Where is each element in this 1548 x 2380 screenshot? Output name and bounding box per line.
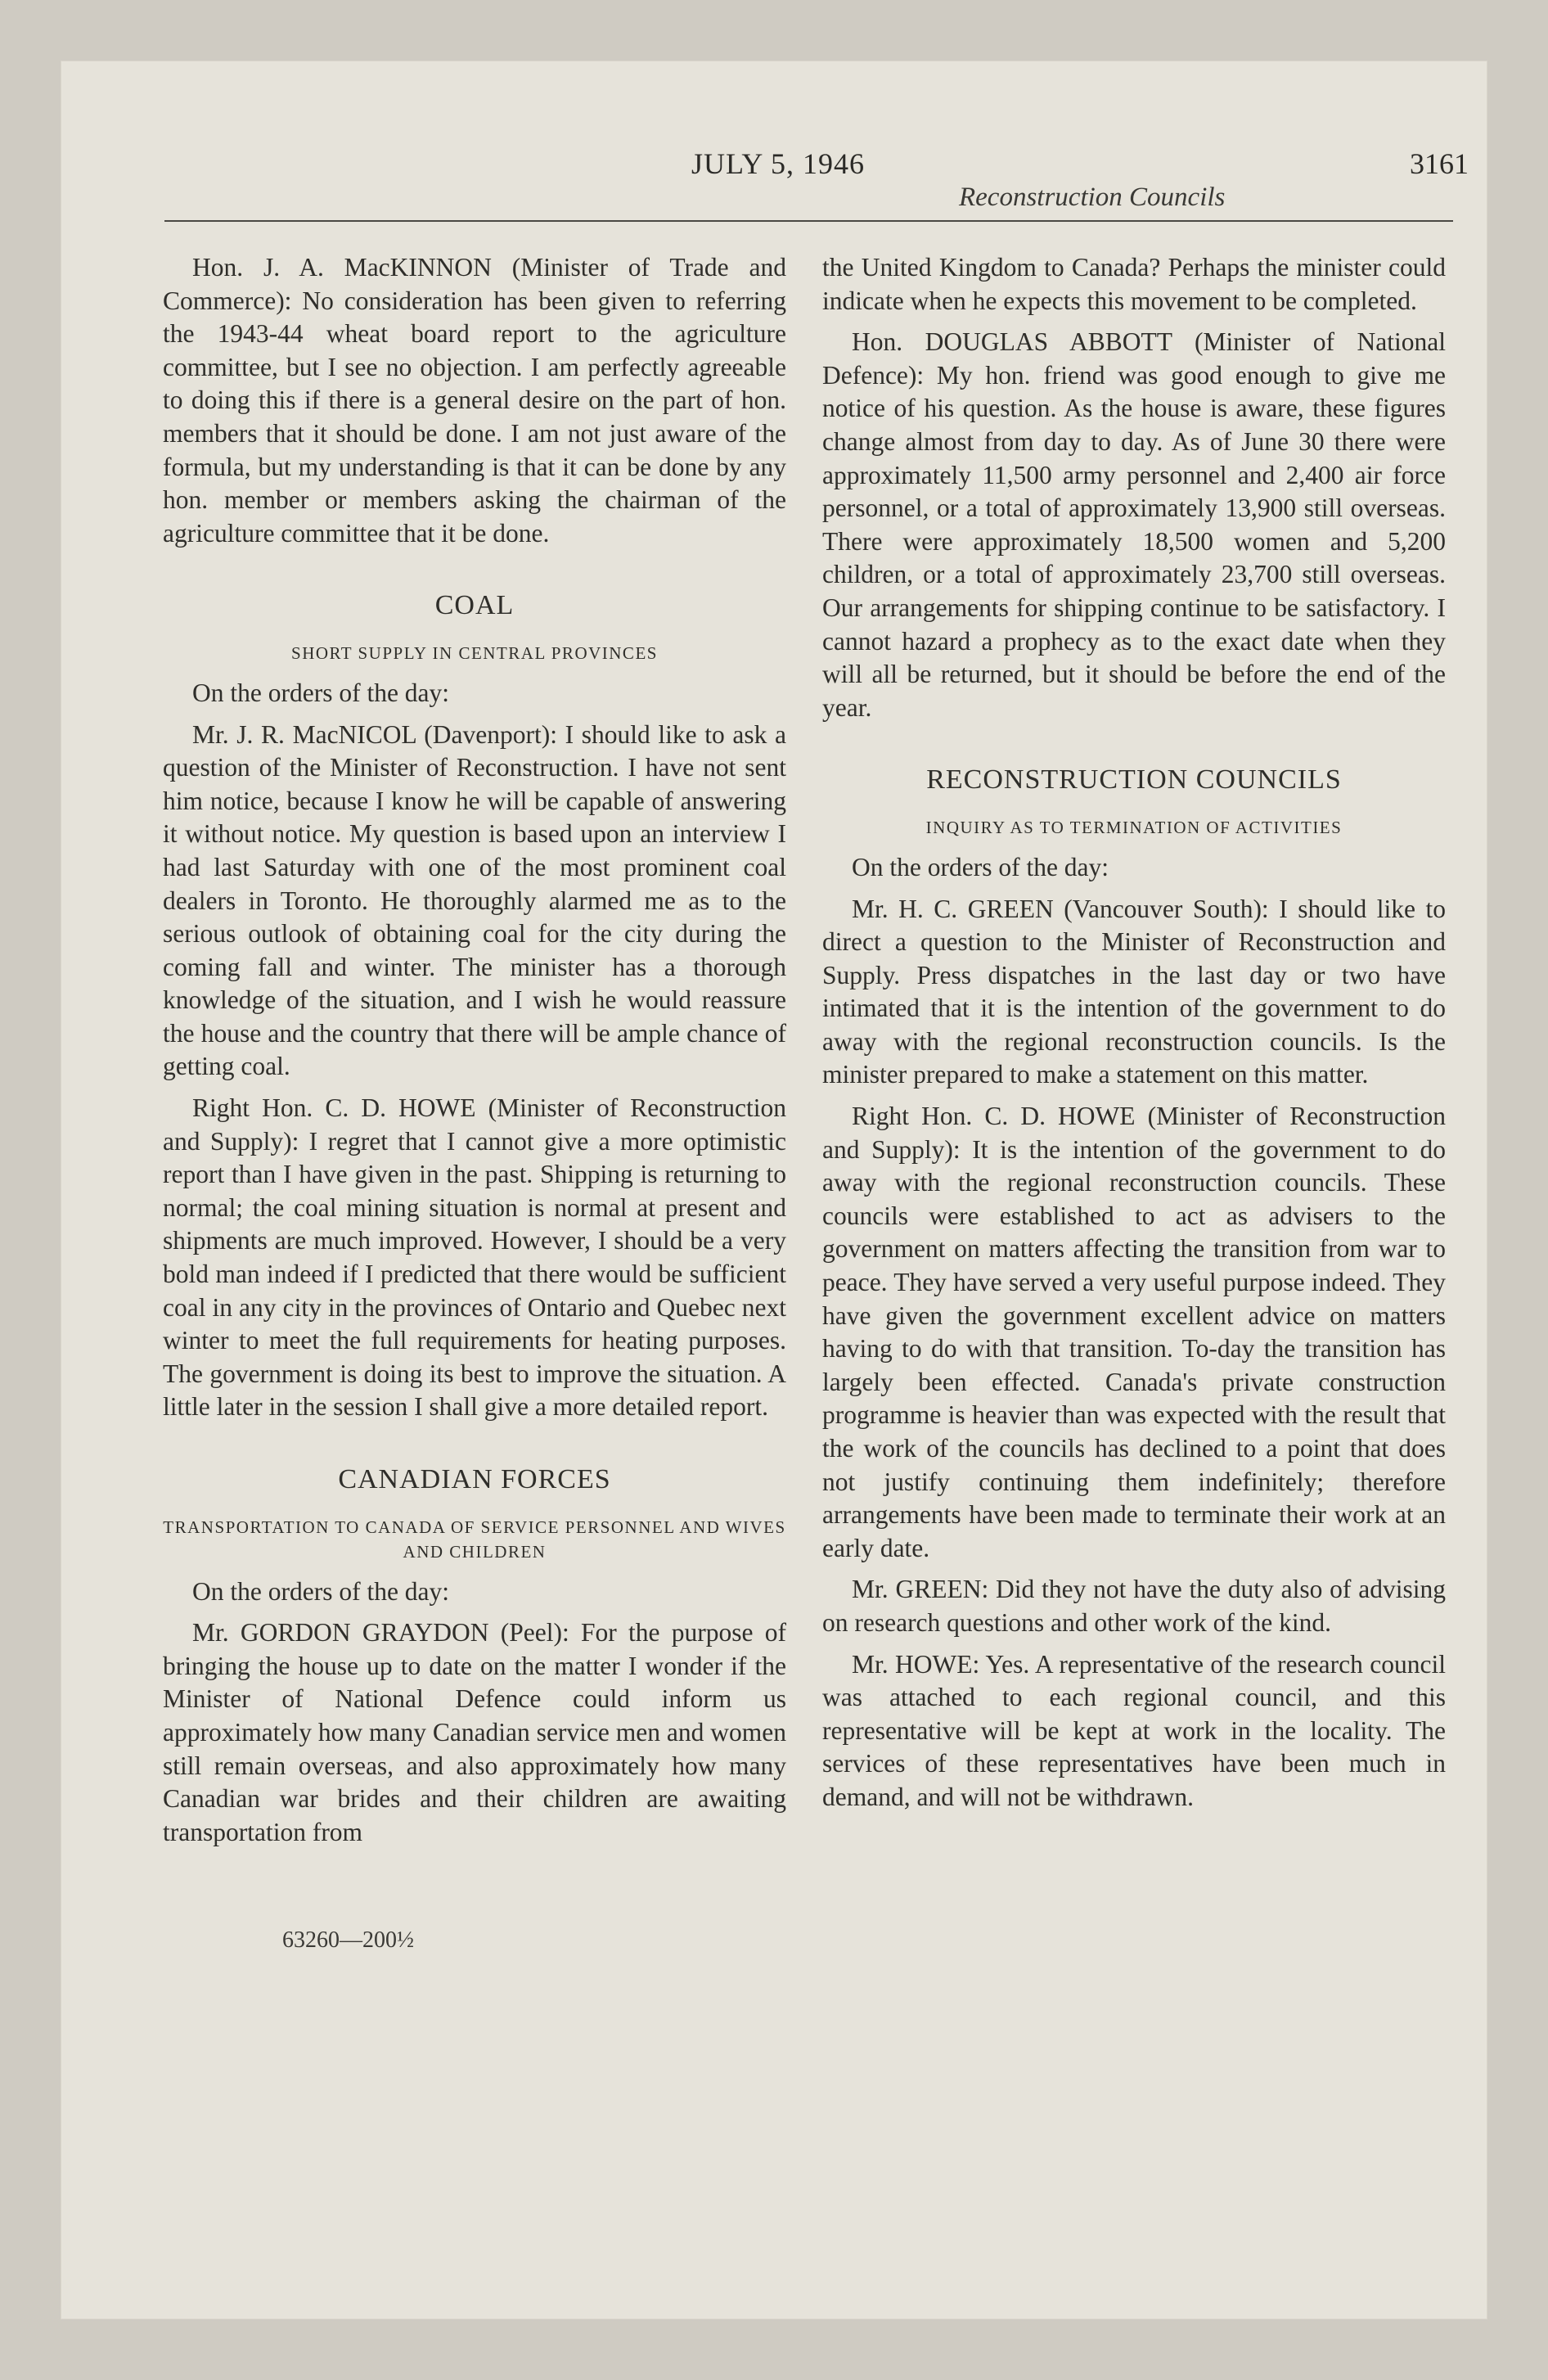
header-date: JULY 5, 1946 xyxy=(691,147,866,180)
document-page xyxy=(61,61,1487,2319)
right-column xyxy=(822,251,1446,1814)
paragraph-howe-councils: Right Hon. C. D. HOWE (Minister of Reconstruction and Supply): It is the intention of the government to do away with the regional reconstruction councils. These councils were established to act as advisers to the government on matters affecting the transition from war to peace. They have served a very useful purpose indeed. They have given the government excellent advice on matters having to do with that transition. To-day the transition has largely been effected. Canada's private construction programme is heavier than was expected with the result that the work of the councils has declined to a point that does not justify continuing them indefinitely; therefore arrangements have been made to terminate their work at an early date. xyxy=(822,1102,1446,1562)
left-column xyxy=(163,251,786,1849)
orders-of-the-day-3: On the orders of the day: xyxy=(852,852,1109,881)
paragraph-green: Mr. H. C. GREEN (Vancouver South): I should like to direct a question to the Minister of Reconstruction and Supply. Press dispatches in the last day or two have intimated that it is the intention of the government to do away with the regional reconstruction councils. Is the minister prepared to make a statement on this matter. xyxy=(822,894,1446,1089)
paragraph-macnicol: Mr. J. R. MacNICOL (Davenport): I should like to ask a question of the Minister of Reconstruction. I have not sent him notice, because I know he will be capable of answering it without notice. My question is based upon an interview I had last Saturday with one of the most prominent coal dealers in Toronto. He thoroughly alarmed me as to the serious outlook of obtaining coal for the city during the coming fall and winter. The minister has a thorough knowledge of the situation, and I wish he would reassure the house and the country that there will be ample chance of getting coal. xyxy=(163,719,786,1081)
header-rule xyxy=(164,220,1453,222)
heading-coal: COAL xyxy=(434,590,515,621)
orders-of-the-day-2: On the orders of the day: xyxy=(192,1576,450,1606)
page-number: 3161 xyxy=(1410,147,1469,180)
paragraph-graydon: Mr. GORDON GRAYDON (Peel): For the purpose of bringing the house up to date on the matter I wonder if the Minister of National Defence could inform us approximately how many Canadian service men and women still remain overseas, and also approximately how many Canadian war brides and their children are awaiting transportation from xyxy=(163,1618,786,1846)
paragraph-mackinnon: Hon. J. A. MacKINNON (Minister of Trade and Commerce): No consideration has been given to referring the 1943-44 wheat board report to the agriculture committee, but I see no objection. I am perfectly agreeable to doing this if there is a general desire on the part of hon. members that it should be done. I am not just aware of the formula, but my understanding is that it can be done by any hon. member or members asking the chairman of the agriculture committee that it be done. xyxy=(163,253,786,548)
paragraph-howe-reply: Mr. HOWE: Yes. A representative of the research council was attached to each regional council, and this representative will be kept at work in the locality. The services of these representatives have been much in demand, and will not be withdrawn. xyxy=(822,1649,1446,1811)
paragraph-graydon-continued: the United Kingdom to Canada? Perhaps the minister could indicate when he expects this movement to be completed. xyxy=(822,253,1446,315)
paragraph-howe-coal: Right Hon. C. D. HOWE (Minister of Reconstruction and Supply): I regret that I cannot give a more optimistic report than I have given in the past. Shipping is returning to normal; the coal mining situation is normal at present and shipments are much improved. However, I should be a very bold man indeed if I predicted that there would be sufficient coal in any city in the provinces of Ontario and Quebec next winter to meet the full requirements for heating purposes. The government is doing its best to improve the situation. A little later in the session I shall give a more detailed report. xyxy=(163,1093,786,1422)
heading-canadian-forces: CANADIAN FORCES xyxy=(338,1464,611,1494)
paragraph-abbott: Hon. DOUGLAS ABBOTT (Minister of National Defence): My hon. friend was good enough to give me notice of his question. As the house is aware, these figures change almost from day to day. As of June 30 there were approximately 11,500 army personnel and 2,400 air force personnel, or a total of approximately 13,900 still overseas. There were approximately 18,500 women and 5,200 children, or a total of approximately 23,700 still overseas. Our arrangements for shipping continue to be satisfactory. I cannot hazard a prophecy as to the exact date when they will all be returned, but it should be before the end of the year. xyxy=(822,327,1446,722)
subheading-transportation: TRANSPORTATION TO CANADA OF SERVICE PERSONNEL AND WIVES AND CHILDREN xyxy=(163,1517,786,1562)
heading-reconstruction-councils: RECONSTRUCTION COUNCILS xyxy=(926,764,1342,796)
orders-of-the-day-1: On the orders of the day: xyxy=(192,678,450,707)
header-section-title: Reconstruction Councils xyxy=(959,183,1226,212)
subheading-short-supply: SHORT SUPPLY IN CENTRAL PROVINCES xyxy=(291,642,658,663)
printer-code: 63260—200½ xyxy=(282,1927,414,1953)
paragraph-green-followup: Mr. GREEN: Did they not have the duty also of advising on research questions and other work of the kind. xyxy=(822,1575,1446,1637)
page-header xyxy=(61,61,1487,225)
subheading-inquiry: INQUIRY AS TO TERMINATION OF ACTIVITIES xyxy=(925,817,1343,837)
